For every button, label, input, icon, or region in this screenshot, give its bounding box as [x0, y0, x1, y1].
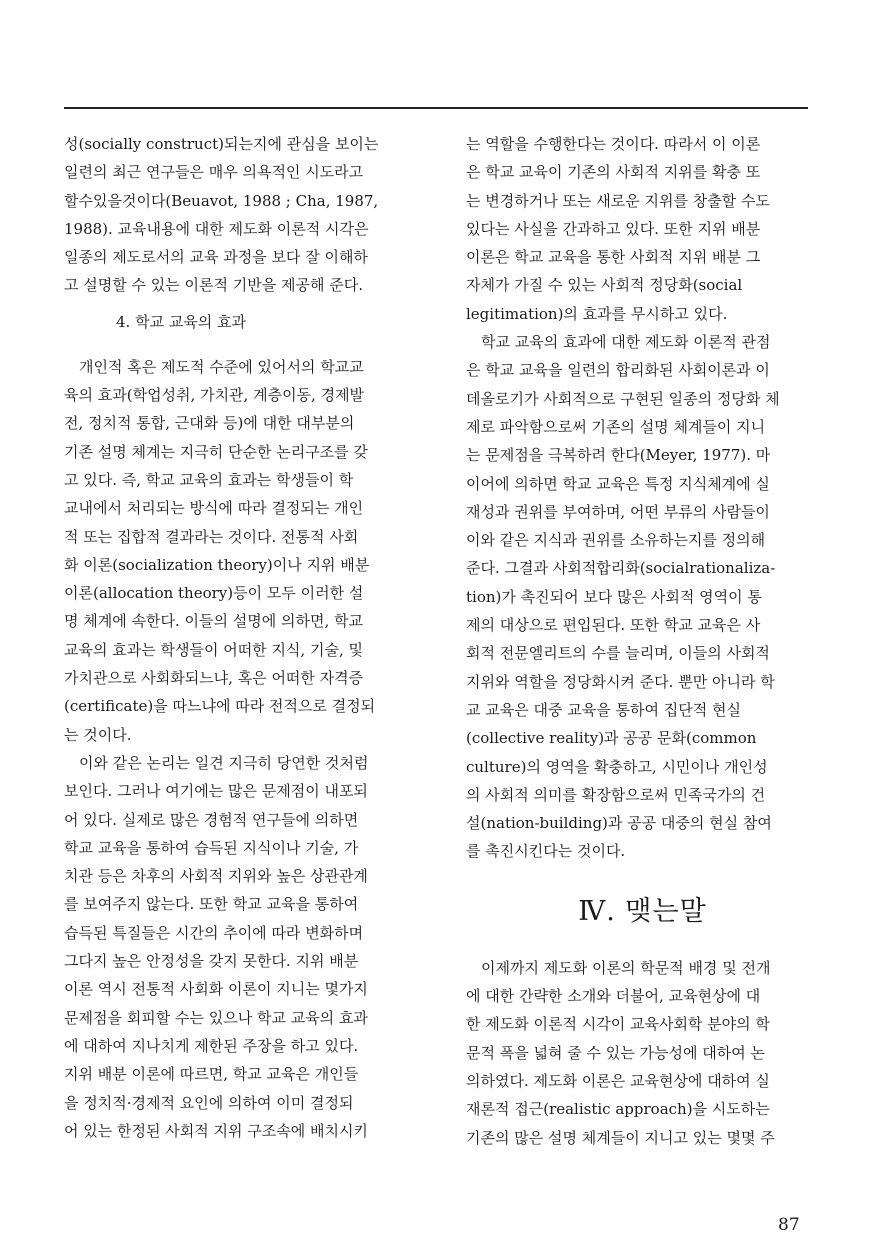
- text-line: 학교 교육을 통하여 습득된 지식이나 기술, 가: [64, 838, 359, 857]
- text-line: (collective reality)과 공공 문화(common: [466, 729, 757, 748]
- spacer: [466, 866, 819, 892]
- text-line: 그다지 높은 안정성을 갖지 못한다. 지위 배분: [64, 952, 359, 971]
- text-line: 개인적 혹은 제도적 수준에 있어서의 학교교: [79, 357, 364, 376]
- text-line: 을 정치적·경제적 요인에 의하여 이미 결정되: [64, 1093, 354, 1112]
- text-line: 재론적 접근(realistic approach)을 시도하는: [466, 1100, 770, 1119]
- top-rule: [64, 107, 808, 109]
- text-line: legitimation)의 효과를 무시하고 있다.: [466, 304, 728, 323]
- text-line: 일종의 제도로서의 교육 과정을 보다 잘 이해하: [64, 248, 368, 267]
- text-line: 제의 대상으로 편입된다. 또한 학교 교육은 사: [466, 616, 761, 635]
- text-line: 고 설명할 수 있는 이론적 기반을 제공해 준다.: [64, 276, 363, 295]
- text-line: 는 역할을 수행한다는 것이다. 따라서 이 이론: [466, 135, 761, 153]
- left-paragraph-1: [64, 130, 417, 300]
- text-line: 문적 폭을 넓혀 줄 수 있는 가능성에 대하여 논: [466, 1043, 765, 1062]
- text-line: 화 이론(socialization theory)이나 지위 배분: [64, 555, 370, 574]
- text-line: 이어에 의하면 학교 교육은 특정 지식체계에 실: [466, 474, 770, 493]
- text-line: 교육의 효과는 학생들이 어떠한 지식, 기술, 및: [64, 640, 363, 659]
- text-line: 를 촉진시킨다는 것이다.: [466, 842, 626, 861]
- text-line: 한 제도화 이론적 시각이 교육사회학 분야의 학: [466, 1015, 770, 1034]
- text-line: 재성과 권위를 부여하며, 어떤 부류의 사람들이: [466, 502, 770, 521]
- right-paragraph-1: [466, 130, 819, 328]
- text-line: 는 것이다.: [64, 725, 132, 744]
- text-line: 자체가 가질 수 있는 사회적 정당화(social: [466, 276, 743, 295]
- text-line: 성(socially construct)되는지에 관심을 보이는: [64, 135, 379, 153]
- section-heading-conclusion: Ⅳ. 맺는말: [578, 895, 707, 927]
- text-line: 전, 정치적 통합, 근대화 등)에 대한 대부분의: [64, 414, 355, 433]
- text-line: 은 학교 교육이 기존의 사회적 지위를 확충 또: [466, 163, 761, 182]
- text-line: 어 있다. 실제로 많은 경험적 연구들에 의하면: [64, 810, 359, 829]
- right-paragraph-2: [466, 328, 819, 866]
- text-line: 이론(allocation theory)등이 모두 이러한 설: [64, 584, 364, 603]
- text-line: 치관 등은 차후의 사회적 지위와 높은 상관관계: [64, 867, 368, 886]
- text-line: 지위 배분 이론에 따르면, 학교 교육은 개인들: [64, 1065, 359, 1084]
- text-line: 이론은 학교 교육을 통한 사회적 지위 배분 그: [466, 248, 761, 267]
- text-line: 육의 효과(학업성취, 가치관, 계층이동, 경제발: [64, 386, 365, 405]
- spacer: [64, 300, 417, 308]
- text-line: 습득된 특질들은 시간의 추이에 따라 변화하며: [64, 923, 364, 942]
- text-line: 은 학교 교육을 일련의 합리화된 사회이론과 이: [466, 361, 770, 380]
- right-paragraph-3: [466, 954, 819, 1152]
- text-line: 기존의 많은 설명 체계들이 지니고 있는 몇몇 주: [466, 1128, 775, 1147]
- text-line: 의 사회적 의미를 확장함으로써 민족국가의 건: [466, 785, 766, 804]
- section-heading-4: 4. 학교 교육의 효과: [116, 312, 247, 331]
- text-line: 설(nation-building)과 공공 대중의 현실 참여: [466, 814, 772, 833]
- text-line: 문제점을 회피할 수는 있으나 학교 교육의 효과: [64, 1008, 368, 1027]
- text-line: 를 보여주지 않는다. 또한 학교 교육을 통하여: [64, 895, 359, 914]
- text-line: 고 있다. 즉, 학교 교육의 효과는 학생들이 학: [64, 470, 354, 489]
- text-line: 일련의 최근 연구들은 매우 의욕적인 시도라고: [64, 163, 364, 182]
- text-line: 기존 설명 체계는 지극히 단순한 논리구조를 갖: [64, 442, 368, 461]
- text-line: 제로 파악함으로써 기존의 설명 체계들이 지니: [466, 417, 766, 436]
- text-line: 어 있는 한정된 사회적 지위 구조속에 배치시키: [64, 1121, 368, 1140]
- text-line: 명 체계에 속한다. 이들의 설명에 의하면, 학교: [64, 612, 363, 631]
- text-line: 의하였다. 제도화 이론은 교육현상에 대하여 실: [466, 1071, 770, 1090]
- left-paragraph-3: [64, 749, 417, 1145]
- text-line: 에 대하여 지나치게 제한된 주장을 하고 있다.: [64, 1036, 359, 1055]
- text-line: 적 또는 집합적 결과라는 것이다. 전통적 사회: [64, 527, 359, 546]
- text-line: 이론 역시 전통적 사회화 이론이 지니는 몇가지: [64, 980, 368, 999]
- text-line: 보인다. 그러나 여기에는 많은 문제점이 내포되: [64, 782, 368, 801]
- page-number: 87: [778, 1215, 800, 1235]
- spacer: [64, 336, 417, 353]
- text-line: 이제까지 제도화 이론의 학문적 배경 및 전개: [481, 958, 771, 977]
- text-line: 에 대한 간략한 소개와 더불어, 교육현상에 대: [466, 987, 761, 1006]
- text-line: 할수있을것이다(Beuavot, 1988 ; Cha, 1987,: [64, 191, 379, 210]
- text-line: 이와 같은 논리는 일견 지극히 당연한 것처럼: [79, 753, 369, 772]
- right-column: [466, 130, 819, 1152]
- text-line: 교내에서 처리되는 방식에 따라 결정되는 개인: [64, 499, 364, 518]
- text-line: 지위와 역할을 정당화시켜 준다. 뿐만 아니라 학: [466, 672, 775, 691]
- text-line: 준다. 그결과 사회적합리화(socialrationaliza-: [466, 559, 776, 578]
- text-line: tion)가 촉진되어 보다 많은 사회적 영역이 통: [466, 587, 762, 606]
- text-line: 회적 전문엘리트의 수를 늘리며, 이들의 사회적: [466, 644, 770, 663]
- text-line: 가치관으로 사회화되느냐, 혹은 어떠한 자격증: [64, 669, 364, 688]
- text-line: (certificate)을 따느냐에 따라 전적으로 결정되: [64, 697, 376, 716]
- left-column: [64, 130, 417, 1145]
- text-line: 는 변경하거나 또는 새로운 지위를 창출할 수도: [466, 191, 770, 210]
- text-line: 는 문제점을 극복하려 한다(Meyer, 1977). 마: [466, 446, 771, 465]
- text-line: 교 교육은 대중 교육을 통하여 집단적 현실: [466, 700, 741, 719]
- text-line: 1988). 교육내용에 대한 제도화 이론적 시각은: [64, 219, 369, 238]
- text-line: culture)의 영역을 확충하고, 시민이나 개인성: [466, 757, 768, 776]
- text-line: 데올로기가 사회적으로 구현된 일종의 정당화 체: [466, 389, 780, 408]
- spacer: [466, 932, 819, 954]
- text-line: 이와 같은 지식과 권위를 소유하는지를 정의해: [466, 531, 766, 550]
- left-paragraph-2: [64, 353, 417, 749]
- text-line: 학교 교육의 효과에 대한 제도화 이론적 관점: [481, 333, 771, 352]
- text-line: 있다는 사실을 간과하고 있다. 또한 지위 배분: [466, 219, 761, 238]
